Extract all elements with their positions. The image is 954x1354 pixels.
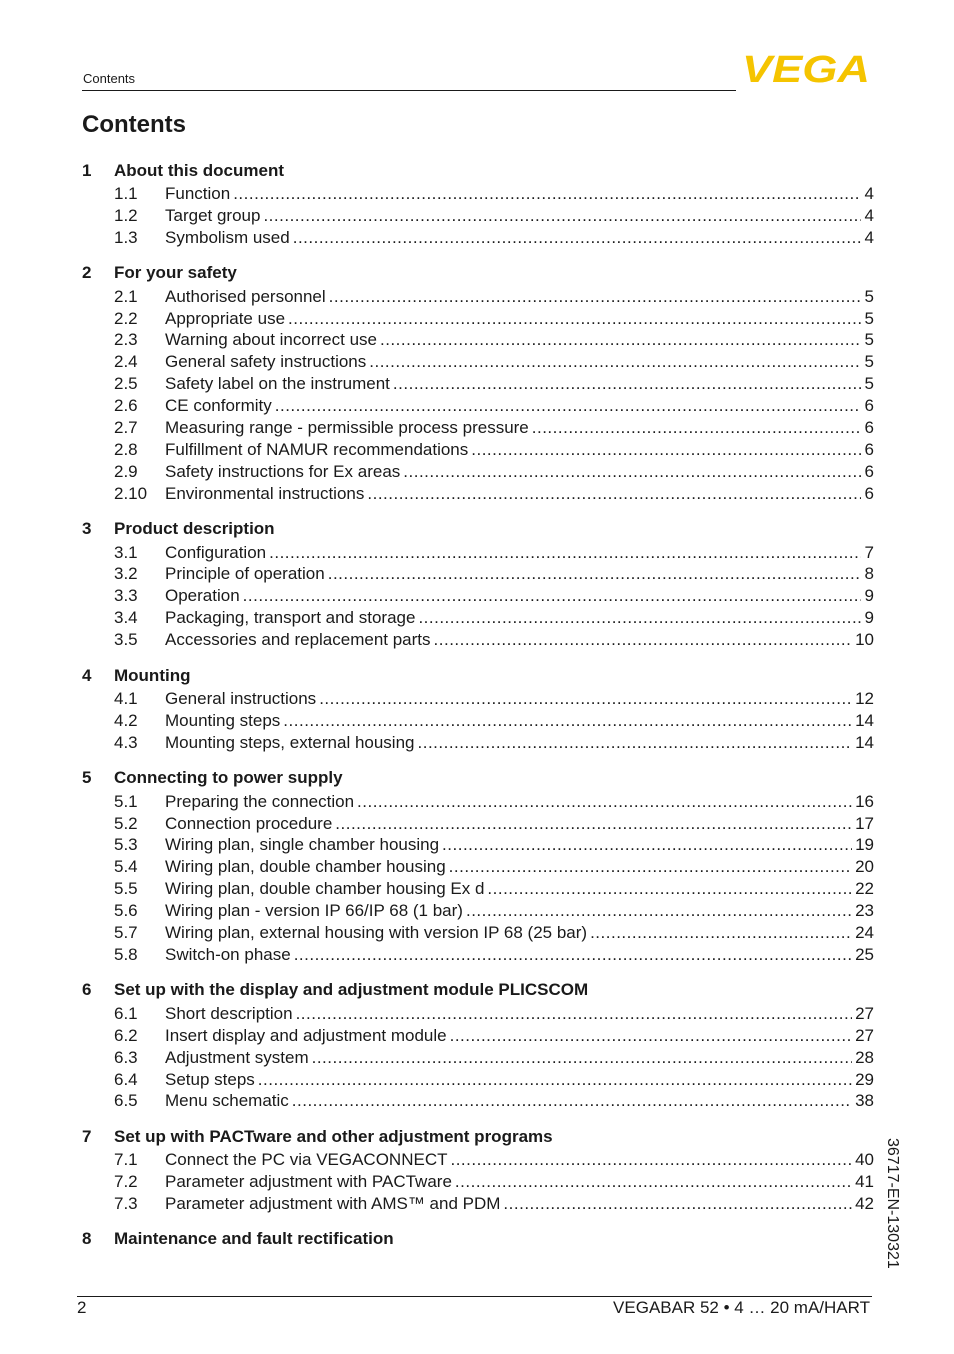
toc-leader-dots (590, 922, 852, 944)
toc-leader-dots (455, 1171, 852, 1193)
toc-entry-label: Warning about incorrect use (165, 330, 377, 350)
toc-entry[interactable] (82, 461, 874, 483)
toc-entry-label: Appropriate use (165, 308, 286, 328)
toc-entry-label: Accessories and replacement parts (165, 630, 431, 650)
toc-entry-number: 5.7 (114, 923, 138, 943)
toc-entry-number: 2.3 (114, 330, 138, 350)
toc-leader-dots (335, 813, 852, 835)
toc-entry-number: 2.7 (114, 418, 138, 438)
toc-section-title: Connecting to power supply (114, 768, 343, 788)
toc-entry-label: Safety instructions for Ex areas (165, 461, 401, 481)
toc-leader-dots (532, 417, 861, 439)
toc-entry-page: 9 (864, 608, 874, 628)
toc-entry-page: 6 (864, 461, 874, 481)
toc-entry-label: Packaging, transport and storage (165, 608, 416, 628)
toc-entry[interactable] (82, 1003, 874, 1025)
toc-entry-number: 4.2 (114, 710, 138, 730)
toc-entry[interactable] (82, 878, 874, 900)
toc-entry-number: 5.6 (114, 901, 138, 921)
toc-section-heading[interactable] (82, 766, 874, 791)
toc-leader-dots (466, 900, 852, 922)
toc-section-number: 1 (82, 160, 92, 180)
toc-entry-number: 5.2 (114, 813, 138, 833)
toc-section (82, 261, 874, 505)
toc-entry-label: Insert display and adjustment module (165, 1025, 447, 1045)
toc-entry-number: 2.6 (114, 396, 138, 416)
toc-entry[interactable] (82, 1025, 874, 1047)
toc-entry-label: Function (165, 184, 231, 203)
toc-entry-label: Connect the PC via VEGACONNECT (165, 1150, 448, 1170)
toc-entry-number: 5.3 (114, 835, 138, 855)
toc-entry[interactable] (82, 183, 874, 205)
toc-entry-label: Measuring range - permissible process pressure (165, 418, 529, 438)
toc-entry-label: Wiring plan, double chamber housing Ex d (165, 879, 485, 899)
toc-leader-dots (442, 834, 852, 856)
toc-entry-page: 6 (864, 418, 874, 438)
toc-section-title: Product description (114, 519, 275, 539)
toc-entry[interactable] (82, 308, 874, 330)
toc-section-heading[interactable] (82, 517, 874, 542)
toc-leader-dots (418, 607, 861, 629)
toc-entry-page: 27 (855, 1025, 874, 1045)
toc-entry-page: 24 (855, 923, 874, 943)
toc-entry-number: 4.1 (114, 689, 138, 709)
toc-section-heading[interactable] (82, 1124, 874, 1149)
toc-entry[interactable] (82, 542, 874, 564)
header-section-label: Contents (83, 71, 136, 86)
toc-entry[interactable] (82, 607, 874, 629)
toc-entry-page: 23 (855, 901, 874, 921)
toc-leader-dots (258, 1069, 852, 1091)
toc-leader-dots (393, 373, 861, 395)
toc-entry[interactable] (82, 1193, 874, 1215)
toc-entry-number: 4.3 (114, 732, 138, 752)
toc-entry[interactable] (82, 395, 874, 417)
toc-entry-page: 41 (855, 1172, 874, 1192)
toc-entry-page: 8 (864, 564, 874, 584)
toc-leader-dots (450, 1149, 852, 1171)
toc-section-number: 5 (82, 768, 92, 788)
toc-entry-number: 2.8 (114, 439, 138, 459)
toc-entry-page: 42 (855, 1194, 874, 1214)
toc-entry[interactable] (82, 710, 874, 732)
toc-section-title: Set up with the display and adjustment module PLICSCOM (114, 980, 589, 1000)
table-of-contents (82, 158, 874, 1264)
toc-entry-number: 1.3 (114, 227, 138, 247)
toc-entry[interactable] (82, 1090, 874, 1112)
toc-entry-label: Menu schematic (165, 1091, 289, 1111)
toc-leader-dots (269, 542, 861, 564)
toc-section-title: About this document (114, 160, 284, 180)
toc-entry[interactable] (82, 417, 874, 439)
toc-entry-number: 3.2 (114, 564, 138, 584)
toc-entry-page: 27 (855, 1003, 874, 1023)
toc-entry[interactable] (82, 1171, 874, 1193)
toc-entry-page: 14 (855, 732, 874, 752)
toc-entry[interactable] (82, 329, 874, 351)
toc-leader-dots (329, 286, 861, 308)
toc-entry[interactable] (82, 732, 874, 754)
toc-entry-page: 4 (864, 205, 874, 225)
toc-entry[interactable] (82, 791, 874, 813)
toc-section-number: 6 (82, 980, 92, 1000)
toc-entry-label: Wiring plan, double chamber housing (165, 857, 446, 877)
toc-entry-label: Wiring plan - version IP 66/IP 68 (1 bar) (165, 901, 463, 921)
toc-entry-page: 5 (864, 352, 874, 372)
toc-entry-label: Fulfillment of NAMUR recommendations (165, 439, 469, 459)
footer-page-number: 2 (77, 1298, 87, 1317)
toc-section-number: 2 (82, 263, 92, 283)
toc-entry-label: Target group (165, 205, 261, 225)
toc-entry-number: 2.2 (114, 308, 138, 328)
toc-entry-label: General instructions (165, 689, 317, 709)
toc-entry[interactable] (82, 439, 874, 461)
toc-entry-number: 6.4 (114, 1069, 138, 1089)
toc-entry[interactable] (82, 688, 874, 710)
toc-leader-dots (292, 1090, 852, 1112)
vega-logo-text: VEGA (742, 52, 870, 84)
toc-entry-label: Safety label on the instrument (165, 374, 390, 394)
toc-entry-label: Wiring plan, single chamber housing (165, 835, 440, 855)
toc-entry-number: 6.5 (114, 1091, 138, 1111)
toc-entry-number: 1.1 (114, 184, 138, 203)
toc-leader-dots (293, 227, 861, 249)
toc-entry-number: 7.3 (114, 1194, 138, 1214)
toc-leader-dots (288, 308, 861, 330)
toc-entry-page: 12 (855, 689, 874, 709)
toc-entry-label: Symbolism used (165, 227, 290, 247)
toc-leader-dots (294, 944, 852, 966)
toc-entry-page: 29 (855, 1069, 874, 1089)
toc-entry-page: 7 (864, 542, 874, 562)
toc-section (82, 517, 874, 651)
toc-section (82, 766, 874, 966)
toc-entry-page: 9 (864, 586, 874, 606)
toc-entry[interactable] (82, 373, 874, 395)
toc-entry-label: Wiring plan, external housing with version IP 68 (25 bar) (165, 923, 588, 943)
toc-entry-number: 1.2 (114, 205, 138, 225)
toc-entry-number: 3.4 (114, 608, 138, 628)
toc-section-title: Maintenance and fault rectification (114, 1229, 394, 1249)
toc-entry-page: 5 (864, 330, 874, 350)
toc-leader-dots (319, 688, 852, 710)
toc-entry-page: 14 (855, 710, 874, 730)
toc-entry-number: 5.8 (114, 944, 138, 964)
toc-entry-number: 2.9 (114, 461, 138, 481)
toc-entry-page: 5 (864, 374, 874, 394)
toc-leader-dots (275, 395, 861, 417)
toc-entry[interactable] (82, 585, 874, 607)
toc-leader-dots (380, 329, 861, 351)
toc-entry[interactable] (82, 944, 874, 966)
footer-document-title: VEGABAR 52 • 4 … 20 mA/HART (613, 1298, 870, 1317)
toc-entry-page: 25 (855, 944, 874, 964)
toc-leader-dots (449, 856, 852, 878)
toc-entry-label: Parameter adjustment with PACTware (165, 1172, 452, 1192)
toc-leader-dots (233, 183, 861, 205)
toc-entry-page: 6 (864, 483, 874, 503)
toc-entry-page: 6 (864, 396, 874, 416)
toc-section (82, 1124, 874, 1215)
toc-entry-number: 5.1 (114, 791, 138, 811)
toc-entry-page: 19 (855, 835, 874, 855)
toc-leader-dots (243, 585, 861, 607)
toc-entry[interactable] (82, 922, 874, 944)
toc-entry[interactable] (82, 834, 874, 856)
toc-entry-label: Preparing the connection (165, 791, 355, 811)
footer-rule (77, 1296, 872, 1297)
toc-section (82, 158, 874, 249)
toc-leader-dots (487, 878, 852, 900)
toc-entry-number: 2.1 (114, 286, 138, 306)
toc-entry-number: 7.1 (114, 1150, 138, 1170)
toc-leader-dots (418, 732, 853, 754)
toc-entry[interactable] (82, 1149, 874, 1171)
toc-leader-dots (367, 483, 861, 505)
toc-entry-page: 28 (855, 1047, 874, 1067)
toc-section-title: Mounting (114, 665, 191, 685)
toc-section-heading[interactable] (82, 663, 874, 688)
toc-entry-label: Parameter adjustment with AMS™ and PDM (165, 1194, 501, 1214)
toc-entry-label: Configuration (165, 542, 267, 562)
toc-entry-number: 5.4 (114, 857, 138, 877)
toc-entry-label: Principle of operation (165, 564, 325, 584)
toc-entry[interactable] (82, 1047, 874, 1069)
side-document-code (877, 1138, 901, 1288)
toc-entry-label: Short description (165, 1003, 293, 1023)
toc-section-heading[interactable] (82, 158, 874, 183)
toc-entry-number: 6.1 (114, 1003, 138, 1023)
toc-entry[interactable] (82, 563, 874, 585)
toc-section-heading[interactable] (82, 1227, 874, 1252)
page-title: Contents (82, 111, 186, 138)
toc-section-title: Set up with PACTware and other adjustment programs (114, 1126, 553, 1146)
vega-logo (742, 52, 872, 84)
toc-entry-label: Adjustment system (165, 1047, 309, 1067)
toc-entry-number: 2.4 (114, 352, 138, 372)
toc-entry-label: Setup steps (165, 1069, 255, 1089)
toc-section (82, 1227, 874, 1252)
toc-leader-dots (296, 1003, 853, 1025)
toc-entry-label: Environmental instructions (165, 483, 365, 503)
toc-entry-label: General safety instructions (165, 352, 367, 372)
toc-section-number: 8 (82, 1229, 92, 1249)
toc-entry-number: 2.10 (114, 483, 148, 503)
toc-section-number: 7 (82, 1126, 92, 1146)
toc-entry-page: 16 (855, 791, 874, 811)
toc-entry-number: 5.5 (114, 879, 138, 899)
toc-entry-page: 5 (864, 286, 874, 306)
toc-entry[interactable] (82, 227, 874, 249)
toc-entry[interactable] (82, 1069, 874, 1091)
toc-leader-dots (434, 629, 853, 651)
toc-entry-label: Connection procedure (165, 813, 333, 833)
toc-entry[interactable] (82, 856, 874, 878)
toc-entry-label: Switch-on phase (165, 944, 291, 964)
toc-entry[interactable] (82, 813, 874, 835)
toc-section-title: For your safety (114, 263, 237, 283)
toc-leader-dots (328, 563, 861, 585)
toc-entry[interactable] (82, 900, 874, 922)
toc-entry-label: Mounting steps, external housing (165, 732, 415, 752)
toc-entry-label: CE conformity (165, 396, 272, 416)
toc-entry[interactable] (82, 286, 874, 308)
toc-entry-page: 6 (864, 439, 874, 459)
toc-entry-number: 6.2 (114, 1025, 138, 1045)
toc-leader-dots (503, 1193, 852, 1215)
toc-leader-dots (283, 710, 852, 732)
toc-entry[interactable] (82, 483, 874, 505)
side-code-text: 36717-EN-130321 (884, 1138, 901, 1269)
toc-entry-number: 7.2 (114, 1172, 138, 1192)
toc-entry-page: 40 (855, 1150, 874, 1170)
toc-leader-dots (369, 351, 861, 373)
toc-section (82, 663, 874, 754)
toc-entry-page: 10 (855, 630, 874, 650)
toc-entry-label: Authorised personnel (165, 286, 326, 306)
toc-leader-dots (471, 439, 861, 461)
toc-entry-page: 4 (864, 184, 874, 203)
toc-section (82, 978, 874, 1112)
toc-entry[interactable] (82, 205, 874, 227)
toc-entry-page: 20 (855, 857, 874, 877)
toc-section-number: 3 (82, 519, 92, 539)
toc-entry-number: 2.5 (114, 374, 138, 394)
toc-entry-number: 3.3 (114, 586, 138, 606)
toc-leader-dots (357, 791, 852, 813)
toc-leader-dots (403, 461, 861, 483)
toc-entry-number: 6.3 (114, 1047, 138, 1067)
toc-entry-page: 38 (855, 1091, 874, 1111)
toc-leader-dots (263, 205, 861, 227)
toc-entry-label: Mounting steps (165, 710, 281, 730)
toc-entry-label: Operation (165, 586, 240, 606)
toc-entry-page: 5 (864, 308, 874, 328)
header-rule (82, 90, 736, 91)
toc-entry-page: 22 (855, 879, 874, 899)
toc-entry-page: 4 (864, 227, 874, 247)
toc-section-number: 4 (82, 665, 92, 685)
toc-section-heading[interactable] (82, 261, 874, 286)
toc-entry[interactable] (82, 351, 874, 373)
toc-entry-number: 3.5 (114, 630, 138, 650)
toc-entry[interactable] (82, 629, 874, 651)
toc-entry-page: 17 (855, 813, 874, 833)
toc-leader-dots (450, 1025, 852, 1047)
toc-entry-number: 3.1 (114, 542, 138, 562)
toc-section-heading[interactable] (82, 978, 874, 1003)
toc-leader-dots (312, 1047, 852, 1069)
